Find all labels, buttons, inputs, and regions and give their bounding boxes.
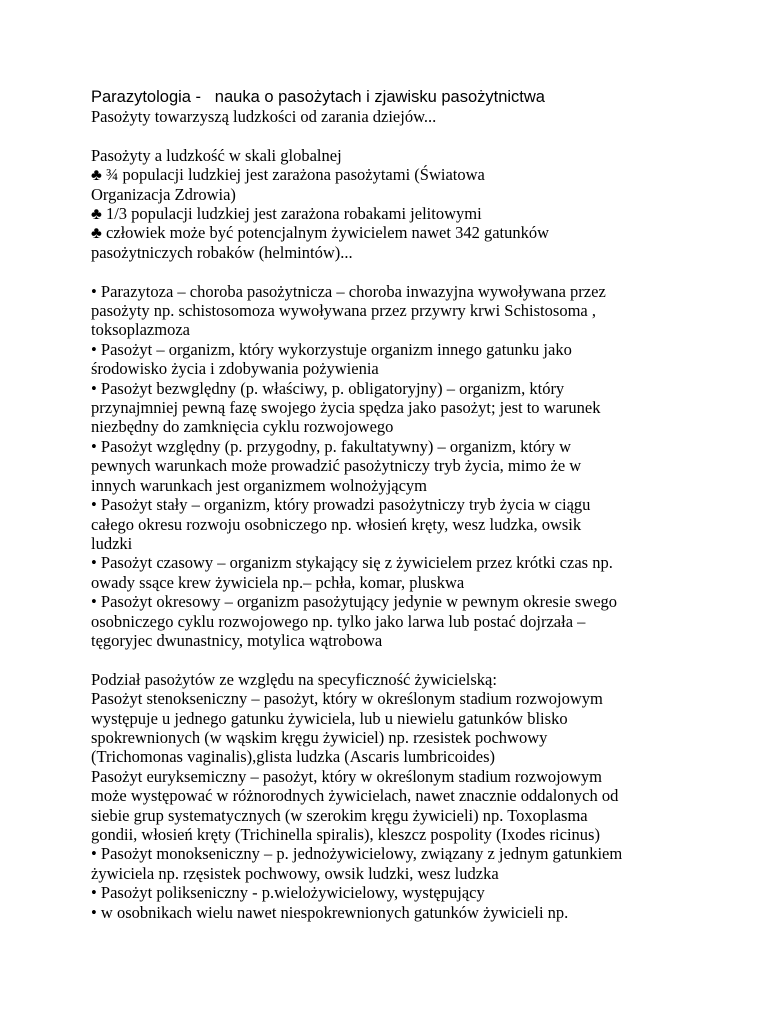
text-line: ♣ człowiek może być potencjalnym żywicielem nawet 342 gatunków bbox=[91, 223, 550, 243]
text-line: siebie grup systematycznych (w szerokim kręgu żywicieli) np. Toxoplasma bbox=[91, 805, 588, 825]
text-line: pasożyty np. schistosomoza wywoływana przez przywry krwi Schistosoma , bbox=[91, 301, 596, 321]
text-line: • Pasożyt bezwględny (p. właściwy, p. obligatoryjny) – organizm, który bbox=[91, 378, 565, 398]
text-line: pewnych warunkach może prowadzić pasożytniczy tryb życia, mimo że w bbox=[91, 456, 582, 476]
text-line: • w osobnikach wielu nawet niespokrewnionych gatunków żywicieli np. bbox=[91, 902, 569, 922]
text-line: • Pasożyt monokseniczny – p. jednożywicielowy, związany z jednym gatunkiem bbox=[91, 844, 623, 864]
text-line: Pasożyty towarzyszą ludzkości od zarania dziejów... bbox=[91, 107, 437, 126]
text-line: żywiciela np. rzęsistek pochwowy, owsik ludzki, wesz ludzka bbox=[91, 863, 499, 883]
paragraph-gap bbox=[91, 126, 728, 145]
text-line: innych warunkach jest organizmem wolnożyjącym bbox=[91, 475, 428, 495]
text-line: przynajmniej pewną fazę swojego życia spędza jako pasożyt; jest to warunek bbox=[91, 398, 601, 418]
text-line: tęgoryjec dwunastnicy, motylica wątrobowa bbox=[91, 630, 383, 650]
text-line: • Pasożyt względny (p. przygodny, p. fakultatywny) – organizm, który w bbox=[91, 436, 572, 456]
text-line: spokrewnionych (w wąskim kręgu żywiciel) np. rzesistek pochwowy bbox=[91, 727, 548, 747]
text-line: • Pasożyt polikseniczny - p.wielożywicielowy, występujący bbox=[91, 883, 485, 903]
text-line: • Pasożyt stały – organizm, który prowadzi pasożytniczy tryb życia w ciągu bbox=[91, 495, 591, 515]
text-line: może występować w różnorodnych żywicielach, nawet znacznie oddalonych od bbox=[91, 786, 619, 806]
text-line: (Trichomonas vaginalis),glista ludzka (Ascaris lumbricoides) bbox=[91, 747, 496, 767]
text-line: • Parazytoza – choroba pasożytnicza – choroba inwazyjna wywoływana przez bbox=[91, 281, 606, 301]
text-line: Organizacja Zdrowia) bbox=[91, 184, 236, 204]
text-line: Pasożyt stenokseniczny – pasożyt, który w określonym stadium rozwojowym bbox=[91, 689, 603, 709]
text-line: ♣ 1/3 populacji ludzkiej jest zarażona robakami jelitowymi bbox=[91, 204, 482, 224]
text-line: ludzki bbox=[91, 533, 133, 553]
text-line: środowisko życia i zdobywania pożywienia bbox=[91, 359, 379, 379]
text-line: toksoplazmoza bbox=[91, 320, 190, 340]
text-line: • Pasożyt czasowy – organizm stykający się z żywicielem przez krótki czas np. bbox=[91, 553, 613, 573]
text-line: pasożytniczych robaków (helmintów)... bbox=[91, 242, 353, 262]
text-line: ♣ ¾ populacji ludzkiej jest zarażona pasożytami (Światowa bbox=[91, 165, 485, 185]
paragraph-gap bbox=[91, 262, 728, 281]
text-line: całego okresu rozwoju osobniczego np. włosień kręty, wesz ludzka, owsik bbox=[91, 514, 582, 534]
document-body bbox=[91, 107, 728, 922]
text-line: Pasożyt euryksemiczny – pasożyt, który w określonym stadium rozwojowym bbox=[91, 766, 602, 786]
paragraph-gap bbox=[91, 650, 728, 669]
text-line: gondii, włosień kręty (Trichinella spiralis), kleszcz pospolity (Ixodes ricinus) bbox=[91, 824, 600, 844]
text-line: • Pasożyt – organizm, który wykorzystuje organizm innego gatunku jako bbox=[91, 339, 572, 359]
text-line: niezbędny do zamknięcia cyklu rozwojowego bbox=[91, 417, 394, 437]
text-line: • Pasożyt okresowy – organizm pasożytujący jedynie w pewnym okresie swego bbox=[91, 592, 618, 612]
text-line: osobniczego cyklu rozwojowego np. tylko jako larwa lub postać dojrzała – bbox=[91, 611, 586, 631]
text-line: Podział pasożytów ze względu na specyficzność żywicielską: bbox=[91, 669, 497, 689]
document-title: Parazytologia - nauka o pasożytach i zjawisku pasożytnictwa bbox=[91, 88, 545, 106]
text-line: występuje u jednego gatunku żywiciela, lub u niewielu gatunków blisko bbox=[91, 708, 568, 728]
text-line: Pasożyty a ludzkość w skali globalnej bbox=[91, 145, 342, 165]
text-line: owady ssące krew żywiciela np.– pchła, komar, pluskwa bbox=[91, 572, 465, 592]
